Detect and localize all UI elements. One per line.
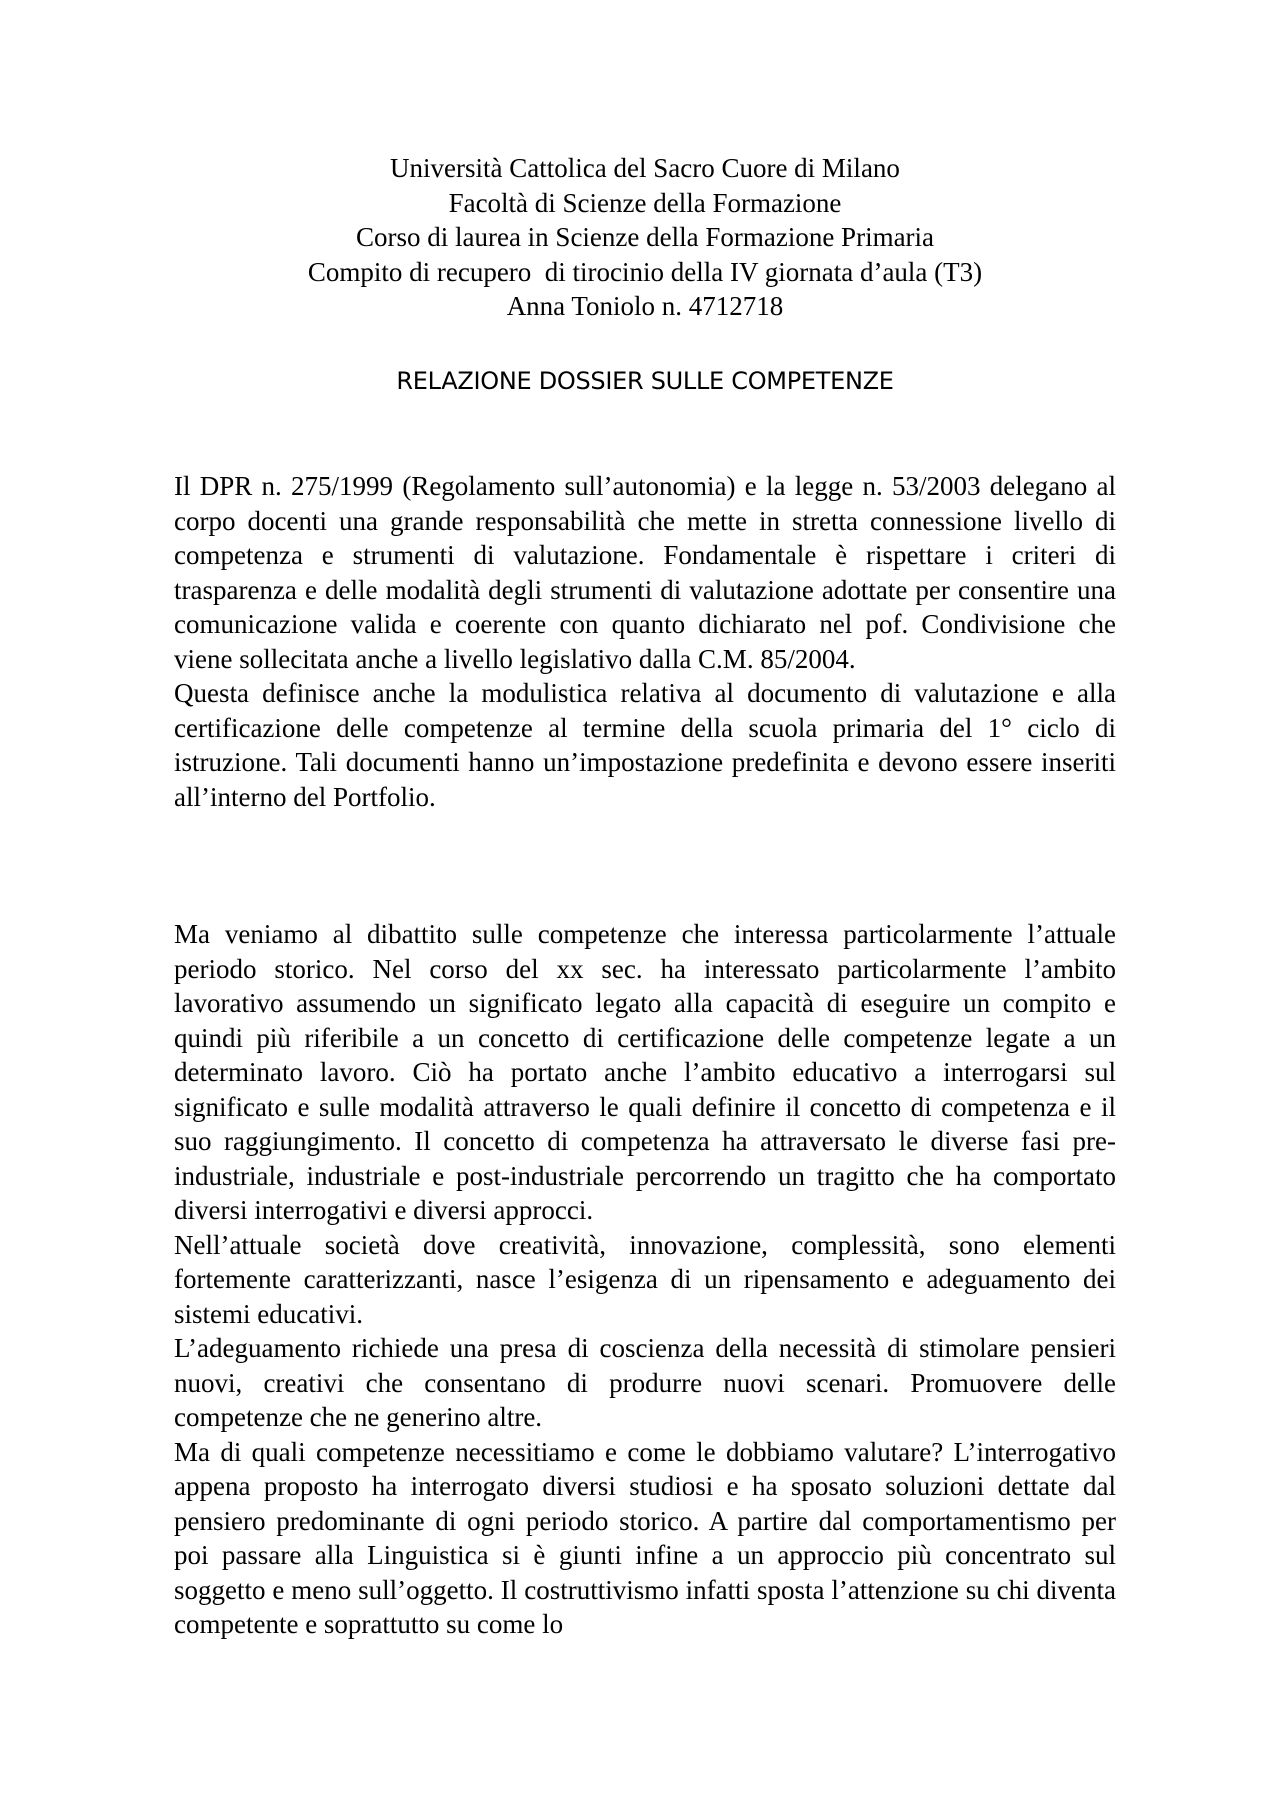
assignment-description: Compito di recupero di tirocinio della IV giornata d’aula (T3) (307, 256, 983, 287)
paragraph: L’adeguamento richiede una presa di coscienza della necessità di stimolare pensieri nuovi, creativi che consentano di produrre nuovi scenari. Promuovere delle competenze che ne generino altre. (174, 1333, 1116, 1432)
university-name: Università Cattolica del Sacro Cuore di Milano (390, 153, 900, 183)
paragraph: Ma di quali competenze necessitiamo e come le dobbiamo valutare? L’interrogativo appena proposto ha interrogato diversi studiosi e ha sposato soluzioni dettate dal pensiero predominante di ogni periodo storico. A partire dal comportamentismo per poi passare alla Linguistica si è giunti infine a un approccio più concentrato sul soggetto e meno sull’oggetto. Il costruttivismo infatti sposta l’attenzione su chi diventa competente e soprattutto su come lo (174, 1436, 1116, 1639)
paragraph: Il DPR n. 275/1999 (Regolamento sull’autonomia) e la legge n. 53/2003 delegano al corpo docenti una grande responsabilità che mette in stretta connessione livello di competenza e strumenti di valutazione. Fondamentale è rispettare i criteri di trasparenza e delle modalità degli strumenti di valutazione adottate per consentire una comunicazione valida e coerente con quanto dichiarato nel pof. Condivisione che viene sollecitata anche a livello legislativo dalla C.M. 85/2004. (174, 471, 1116, 674)
body-section-1 (174, 469, 1116, 814)
paragraph: Questa definisce anche la modulistica relativa al documento di valutazione e alla certificazione delle competenze al termine della scuola primaria del 1° ciclo di istruzione. Tali documenti hanno un’impostazione predefinita e devono essere inseriti all’interno del Portfolio. (174, 678, 1116, 812)
paragraph: Ma veniamo al dibattito sulle competenze che interessa particolarmente l’attuale periodo storico. Nel corso del xx sec. ha interessato particolarmente l’ambito lavorativo assumendo un significato legato alla capacità di eseguire un compito e quindi più riferibile a un concetto di certificazione delle competenze legate a un determinato lavoro. Ciò ha portato anche l’ambito educativo a interrogarsi sul significato e sulle modalità attraverso le quali definire il concetto di competenza e il suo raggiungimento. Il concetto di competenza ha attraversato le diverse fasi pre-industriale, industriale e post-industriale percorrendo un tragitto che ha comportato diversi interrogativi e diversi approcci. (174, 919, 1116, 1225)
faculty-name: Facoltà di Scienze della Formazione (448, 187, 842, 218)
paragraph: Nell’attuale società dove creatività, innovazione, complessità, sono elementi fortemente caratterizzanti, nasce l’esigenza di un ripensamento e adeguamento dei sistemi educativi. (174, 1229, 1116, 1329)
document-title: RELAZIONE DOSSIER SULLE COMPETENZE (396, 367, 894, 395)
body-section-2 (174, 917, 1116, 1642)
document-header (174, 151, 1116, 324)
degree-course: Corso di laurea in Scienze della Formazione Primaria (355, 222, 935, 252)
student-name: Anna Toniolo n. 4712718 (506, 291, 784, 321)
